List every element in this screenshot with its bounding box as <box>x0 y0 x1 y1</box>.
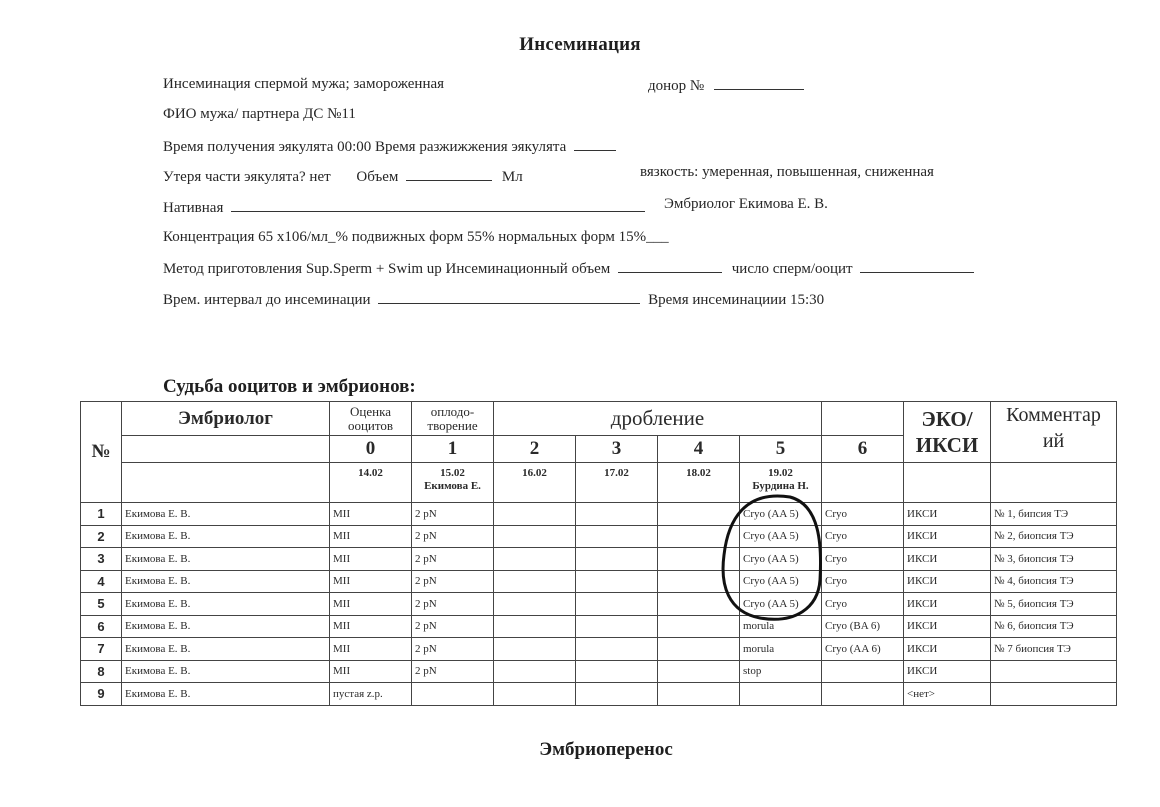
cell-emb: Екимова Е. В. <box>122 593 330 616</box>
cell-d3 <box>576 503 658 526</box>
ejaculate-time-text: Время получения эякулята 00:00 Время разжижжения эякулята <box>163 139 567 155</box>
cell-emb: Екимова Е. В. <box>122 660 330 683</box>
table-body <box>81 503 1117 706</box>
cell-d3 <box>576 570 658 593</box>
cell-emb: Екимова Е. В. <box>122 525 330 548</box>
cell-fert: 2 pN <box>412 525 494 548</box>
header-blank-2 <box>122 463 330 503</box>
cell-d2 <box>494 683 576 706</box>
header-number: № <box>81 402 122 503</box>
sperm-per-oocyte-label: число сперм/ооцит <box>731 261 853 277</box>
cell-method: ИКСИ <box>904 615 991 638</box>
cell-d2 <box>494 503 576 526</box>
cell-d2 <box>494 638 576 661</box>
line-method <box>163 259 974 278</box>
header-row-dates <box>81 463 1117 503</box>
viscosity-field <box>640 164 934 181</box>
day-5: 5 <box>740 436 822 463</box>
cell-emb: Екимова Е. В. <box>122 683 330 706</box>
cell-d6: Cryo <box>822 503 904 526</box>
cell-comment: № 5, биопсия ТЭ <box>991 593 1117 616</box>
embryologist-field <box>664 196 828 213</box>
cell-oocyte: MII <box>330 593 412 616</box>
cell-d6: Cryo <box>822 570 904 593</box>
cell-method: ИКСИ <box>904 593 991 616</box>
cell-d4 <box>658 525 740 548</box>
line-ejaculate-time <box>163 137 616 156</box>
cell-emb: Екимова Е. В. <box>122 548 330 571</box>
embryologist-text: Эмбриолог Екимова Е. В. <box>664 196 828 212</box>
table-row <box>81 615 1117 638</box>
cell-d3 <box>576 593 658 616</box>
date-value: 18.02 <box>686 467 711 479</box>
header-fertilization: оплодо-творение <box>412 402 494 436</box>
date-day-2 <box>494 463 576 503</box>
cell-comment: № 4, биопсия ТЭ <box>991 570 1117 593</box>
cell-idx: 6 <box>81 615 122 638</box>
table-row <box>81 593 1117 616</box>
cell-d5: Cryo (AA 5) <box>740 570 822 593</box>
header-row-1 <box>81 402 1117 436</box>
cell-oocyte: MII <box>330 660 412 683</box>
cell-d6 <box>822 683 904 706</box>
cell-idx: 5 <box>81 593 122 616</box>
cell-method: <нет> <box>904 683 991 706</box>
day-4: 4 <box>658 436 740 463</box>
cell-d6: Cryo <box>822 525 904 548</box>
line-interval <box>163 290 824 309</box>
header-cleavage: дробление <box>494 402 822 436</box>
cell-d5: Cryo (AA 5) <box>740 593 822 616</box>
date-note: Екимова Е. <box>424 480 481 492</box>
date-day-0 <box>330 463 412 503</box>
cell-idx: 4 <box>81 570 122 593</box>
date-value: 16.02 <box>522 467 547 479</box>
cell-d6: Cryo (BA 6) <box>822 615 904 638</box>
cell-d2 <box>494 660 576 683</box>
cell-oocyte: MII <box>330 638 412 661</box>
cell-fert: 2 pN <box>412 548 494 571</box>
native-label: Нативная <box>163 200 224 216</box>
header-empty <box>822 402 904 436</box>
cell-d2 <box>494 548 576 571</box>
cell-d2 <box>494 570 576 593</box>
cell-d4 <box>658 503 740 526</box>
cell-emb: Екимова Е. В. <box>122 615 330 638</box>
cell-comment: № 1, бипсия ТЭ <box>991 503 1117 526</box>
cell-comment: № 3, биопсия ТЭ <box>991 548 1117 571</box>
table-row <box>81 525 1117 548</box>
cell-emb: Екимова Е. В. <box>122 638 330 661</box>
cell-emb: Екимова Е. В. <box>122 570 330 593</box>
cell-d5: Cryo (AA 5) <box>740 548 822 571</box>
cell-oocyte: пустая z.p. <box>330 683 412 706</box>
day-0: 0 <box>330 436 412 463</box>
concentration-text: Концентрация 65 х106/мл_% подвижных форм 55% нормальных форм 15%___ <box>163 229 669 245</box>
cell-oocyte: MII <box>330 548 412 571</box>
cell-idx: 8 <box>81 660 122 683</box>
cell-d3 <box>576 683 658 706</box>
line-insemination-type <box>163 76 444 93</box>
cell-d2 <box>494 593 576 616</box>
header-blank <box>122 436 330 463</box>
cell-d4 <box>658 615 740 638</box>
cell-comment <box>991 683 1117 706</box>
ejaculate-loss-text: Утеря части эякулята? нет <box>163 169 331 185</box>
date-value: 15.02 <box>440 467 465 479</box>
cell-d4 <box>658 548 740 571</box>
date-day-5 <box>740 463 822 503</box>
cell-method: ИКСИ <box>904 638 991 661</box>
cell-oocyte: MII <box>330 615 412 638</box>
table-row <box>81 660 1117 683</box>
day-1: 1 <box>412 436 494 463</box>
viscosity-text: вязкость: умеренная, повышенная, сниженная <box>640 164 934 180</box>
cell-d5: Cryo (AA 5) <box>740 525 822 548</box>
liquefaction-blank <box>574 137 616 151</box>
cell-fert: 2 pN <box>412 570 494 593</box>
interval-blank <box>378 290 640 304</box>
cell-d4 <box>658 593 740 616</box>
interval-label: Врем. интервал до инсеминации <box>163 292 371 308</box>
partner-text: ФИО мужа/ партнера ДС №11 <box>163 106 356 122</box>
cell-fert <box>412 683 494 706</box>
day-3: 3 <box>576 436 658 463</box>
cell-fert: 2 pN <box>412 593 494 616</box>
line-native <box>163 198 645 217</box>
cell-d5 <box>740 683 822 706</box>
donor-label: донор № <box>648 78 705 94</box>
cell-idx: 1 <box>81 503 122 526</box>
cell-d3 <box>576 525 658 548</box>
cell-idx: 9 <box>81 683 122 706</box>
cell-d6: Cryo <box>822 593 904 616</box>
cell-method: ИКСИ <box>904 660 991 683</box>
section-title: Судьба ооцитов и эмбрионов: <box>163 376 416 397</box>
cell-d6: Cryo <box>822 548 904 571</box>
header-embryologist: Эмбриолог <box>122 402 330 436</box>
cell-d3 <box>576 660 658 683</box>
cell-fert: 2 pN <box>412 638 494 661</box>
table-row <box>81 503 1117 526</box>
date-day-3 <box>576 463 658 503</box>
insemination-volume-blank <box>618 259 722 273</box>
day-2: 2 <box>494 436 576 463</box>
date-day-4 <box>658 463 740 503</box>
cell-d5: morula <box>740 638 822 661</box>
header-oocyte-score: Оценка ооцитов <box>330 402 412 436</box>
date-value: 19.02 <box>768 467 793 479</box>
cell-idx: 7 <box>81 638 122 661</box>
date-day-6 <box>822 463 904 503</box>
header-eco-icsi: ЭКО/ ИКСИ <box>904 402 991 463</box>
page-title: Инсеминация <box>519 34 641 55</box>
cell-d2 <box>494 525 576 548</box>
cell-oocyte: MII <box>330 503 412 526</box>
cell-method: ИКСИ <box>904 503 991 526</box>
insemination-type-text: Инсеминация спермой мужа; замороженная <box>163 76 445 92</box>
table-row <box>81 683 1117 706</box>
header-comment: Комментар ий <box>991 402 1117 463</box>
cell-d4 <box>658 570 740 593</box>
cell-method: ИКСИ <box>904 525 991 548</box>
cell-comment: № 6, биопсия ТЭ <box>991 615 1117 638</box>
cell-idx: 3 <box>81 548 122 571</box>
donor-field <box>648 76 804 95</box>
day-6: 6 <box>822 436 904 463</box>
cell-comment: № 7 биопсия ТЭ <box>991 638 1117 661</box>
date-day-1 <box>412 463 494 503</box>
cell-oocyte: MII <box>330 525 412 548</box>
header-blank-3 <box>904 463 991 503</box>
table-row <box>81 570 1117 593</box>
date-value: 17.02 <box>604 467 629 479</box>
cell-method: ИКСИ <box>904 548 991 571</box>
cell-d2 <box>494 615 576 638</box>
insemination-time-text: Время инсеминациии 15:30 <box>648 292 825 308</box>
date-value: 14.02 <box>358 467 383 479</box>
donor-blank <box>714 76 804 90</box>
volume-blank <box>406 167 492 181</box>
cell-emb: Екимова Е. В. <box>122 503 330 526</box>
line-ejaculate-loss <box>163 167 523 186</box>
sperm-per-oocyte-blank <box>860 259 974 273</box>
cell-comment: № 2, биопсия ТЭ <box>991 525 1117 548</box>
cell-d6: Cryo (AA 6) <box>822 638 904 661</box>
cell-d3 <box>576 615 658 638</box>
cell-oocyte: MII <box>330 570 412 593</box>
oocyte-fate-table <box>80 401 1117 706</box>
cell-d5: Cryo (AA 5) <box>740 503 822 526</box>
table-row <box>81 548 1117 571</box>
table-row <box>81 638 1117 661</box>
cell-d5: stop <box>740 660 822 683</box>
method-text: Метод приготовления Sup.Sperm + Swim up Инсеминационный объем <box>163 261 611 277</box>
cell-fert: 2 pN <box>412 660 494 683</box>
cell-d3 <box>576 548 658 571</box>
header-blank-4 <box>991 463 1117 503</box>
volume-label: Объем <box>356 169 399 185</box>
cell-d4 <box>658 638 740 661</box>
line-partner <box>163 106 356 123</box>
cell-d4 <box>658 683 740 706</box>
cell-fert: 2 pN <box>412 503 494 526</box>
cell-comment <box>991 660 1117 683</box>
cell-idx: 2 <box>81 525 122 548</box>
cell-d3 <box>576 638 658 661</box>
volume-unit: Мл <box>501 169 523 185</box>
cell-fert: 2 pN <box>412 615 494 638</box>
embryo-transfer-title: Эмбриоперенос <box>539 739 673 760</box>
cell-d4 <box>658 660 740 683</box>
date-note: Бурдина Н. <box>752 480 809 492</box>
cell-d6 <box>822 660 904 683</box>
line-concentration <box>163 229 669 246</box>
cell-d5: morula <box>740 615 822 638</box>
native-blank <box>231 198 645 212</box>
cell-method: ИКСИ <box>904 570 991 593</box>
